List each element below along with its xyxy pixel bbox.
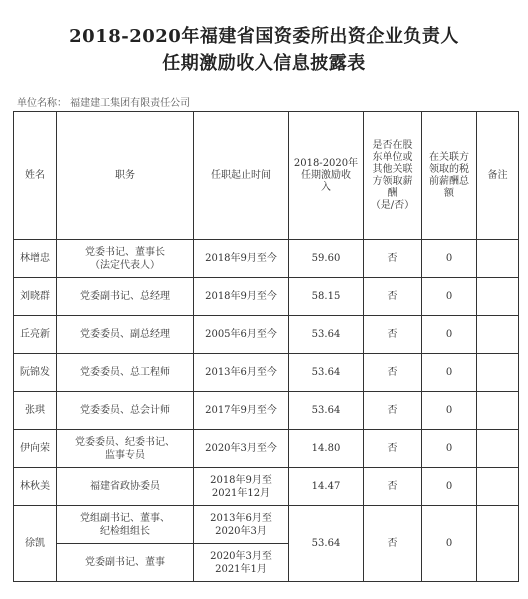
page-title-line2: 任期激励收入信息披露表	[162, 53, 366, 74]
cell-name: 阮锦发	[14, 354, 57, 392]
cell-other-pay: 否	[364, 392, 422, 430]
header-income: 2018-2020年 任期激励收 入	[289, 112, 364, 240]
cell-term: 2013年6月至 2020年3月	[194, 506, 289, 544]
cell-name: 刘晓群	[14, 278, 57, 316]
cell-remark	[477, 430, 519, 468]
cell-pre-tax: 0	[422, 278, 477, 316]
cell-remark	[477, 240, 519, 278]
cell-other-pay: 否	[364, 506, 422, 582]
header-term: 任职起止时间	[194, 112, 289, 240]
cell-name: 伊向荣	[14, 430, 57, 468]
cell-pre-tax: 0	[422, 316, 477, 354]
header-remark: 备注	[477, 112, 519, 240]
cell-term: 2020年3月至今	[194, 430, 289, 468]
cell-other-pay: 否	[364, 316, 422, 354]
cell-remark	[477, 506, 519, 582]
cell-income: 53.64	[289, 506, 364, 582]
cell-name: 徐凯	[14, 506, 57, 582]
cell-pre-tax: 0	[422, 392, 477, 430]
cell-other-pay: 否	[364, 468, 422, 506]
table-row	[14, 240, 519, 278]
table-row	[14, 506, 519, 544]
table-row	[14, 278, 519, 316]
cell-pre-tax: 0	[422, 354, 477, 392]
cell-income: 53.64	[289, 354, 364, 392]
cell-term: 2020年3月至 2021年1月	[194, 544, 289, 582]
cell-other-pay: 否	[364, 430, 422, 468]
table-row	[14, 430, 519, 468]
cell-remark	[477, 392, 519, 430]
cell-income: 14.47	[289, 468, 364, 506]
cell-income: 59.60	[289, 240, 364, 278]
cell-term: 2005年6月至今	[194, 316, 289, 354]
cell-other-pay: 否	[364, 240, 422, 278]
cell-other-pay: 否	[364, 278, 422, 316]
cell-remark	[477, 278, 519, 316]
cell-term: 2018年9月至 2021年12月	[194, 468, 289, 506]
unit-name-line: 单位名称： 福建建工集团有限责任公司	[17, 98, 191, 109]
cell-term: 2018年9月至今	[194, 240, 289, 278]
cell-position: 党委委员、副总经理	[57, 316, 194, 354]
cell-income: 53.64	[289, 316, 364, 354]
table-header-row	[14, 112, 519, 240]
cell-name: 林秋美	[14, 468, 57, 506]
header-name: 姓名	[14, 112, 57, 240]
cell-pre-tax: 0	[422, 506, 477, 582]
cell-position: 福建省政协委员	[57, 468, 194, 506]
cell-name: 丘亮新	[14, 316, 57, 354]
cell-pre-tax: 0	[422, 430, 477, 468]
header-pre-tax: 在关联方 领取的税 前薪酬总 额	[422, 112, 477, 240]
cell-income: 58.15	[289, 278, 364, 316]
cell-pre-tax: 0	[422, 468, 477, 506]
cell-remark	[477, 468, 519, 506]
cell-remark	[477, 316, 519, 354]
cell-position: 党委委员、总会计师	[57, 392, 194, 430]
cell-position: 党委副书记、董事	[57, 544, 194, 582]
cell-position: 党委委员、纪委书记、 监事专员	[57, 430, 194, 468]
cell-remark	[477, 354, 519, 392]
table-row	[14, 316, 519, 354]
cell-income: 14.80	[289, 430, 364, 468]
table-row	[14, 354, 519, 392]
cell-position: 党委副书记、总经理	[57, 278, 194, 316]
table-row	[14, 392, 519, 430]
cell-term: 2013年6月至今	[194, 354, 289, 392]
cell-term: 2018年9月至今	[194, 278, 289, 316]
header-other-pay: 是否在股 东单位或 其他关联 方领取薪 酬 （是/否）	[364, 112, 422, 240]
cell-term: 2017年9月至今	[194, 392, 289, 430]
page-title-line1: 2018-2020年福建省国资委所出资企业负责人	[69, 26, 459, 47]
cell-position: 党委委员、总工程师	[57, 354, 194, 392]
cell-position: 党委书记、董事长 （法定代表人）	[57, 240, 194, 278]
cell-position: 党组副书记、董事、 纪检组组长	[57, 506, 194, 544]
cell-name: 张琪	[14, 392, 57, 430]
header-position: 职务	[57, 112, 194, 240]
cell-pre-tax: 0	[422, 240, 477, 278]
disclosure-table	[13, 111, 519, 582]
cell-name: 林增忠	[14, 240, 57, 278]
cell-income: 53.64	[289, 392, 364, 430]
table-row	[14, 468, 519, 506]
cell-other-pay: 否	[364, 354, 422, 392]
